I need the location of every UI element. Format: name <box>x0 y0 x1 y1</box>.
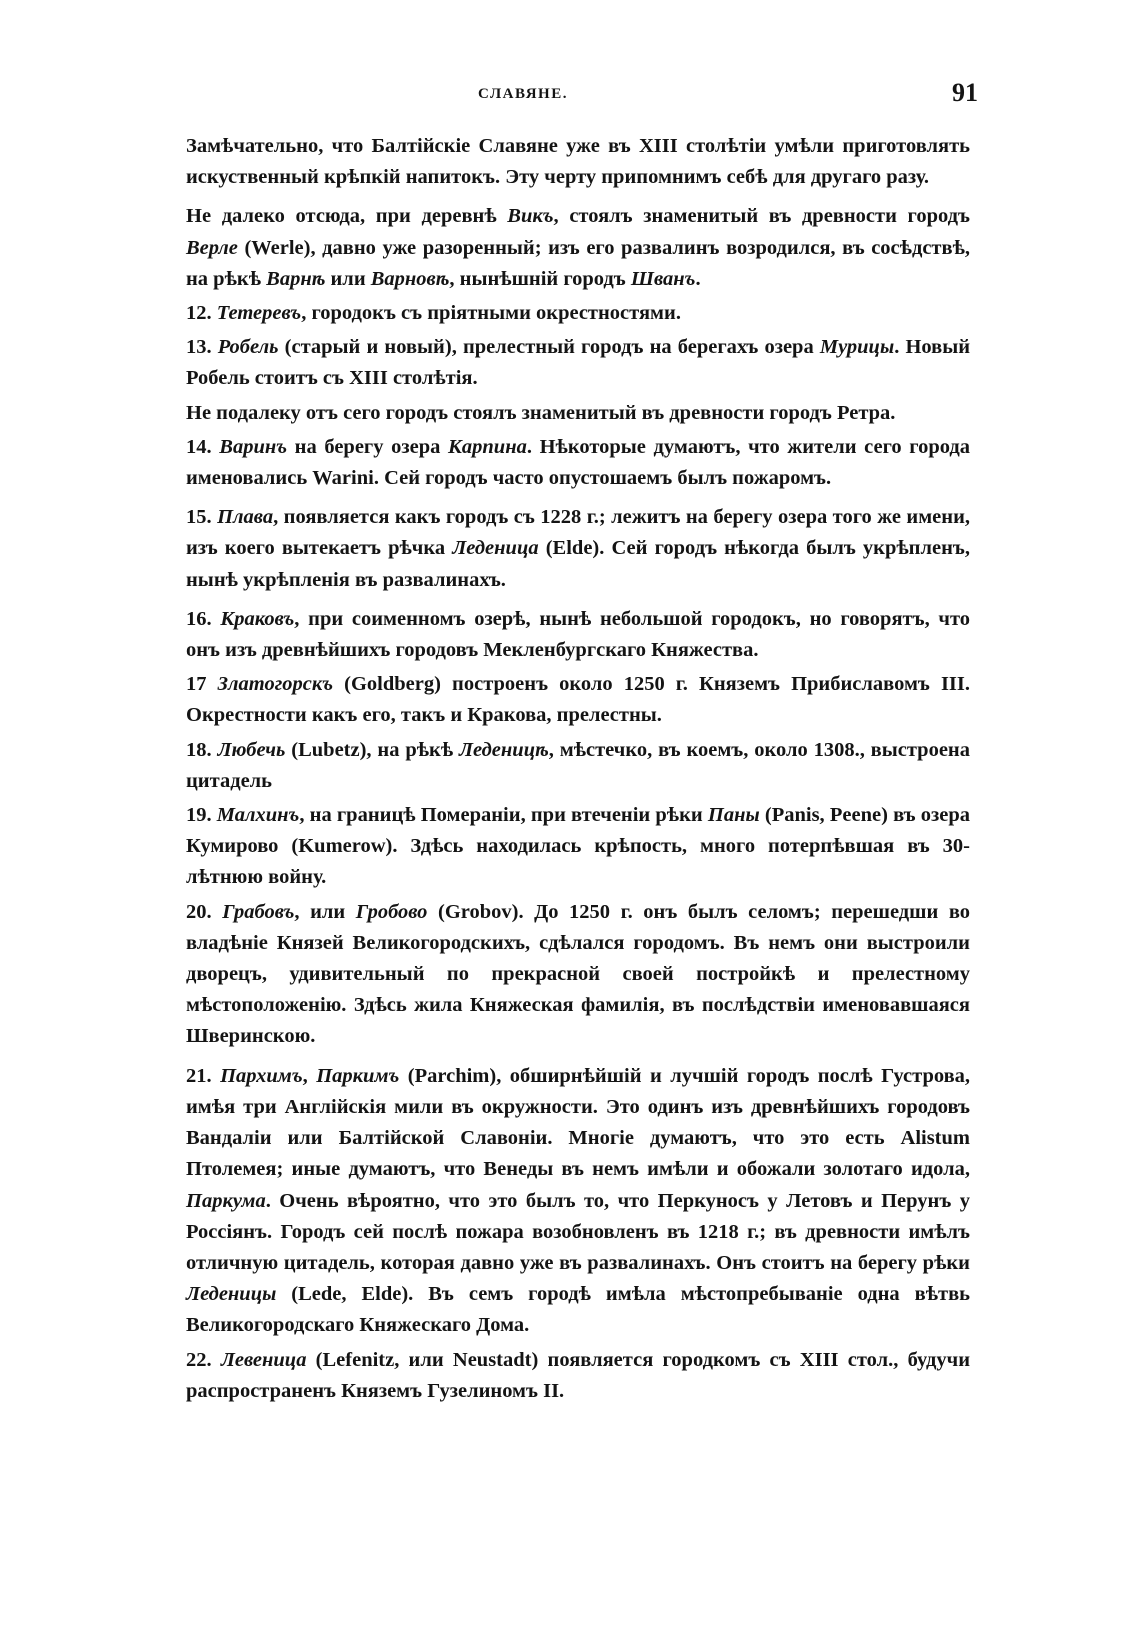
place-name: Гробово <box>355 900 428 923</box>
paragraph: 16. Краковъ, при соименномъ озерѣ, нынѣ небольшой городокъ, но говорятъ, что онъ изъ древнѣйшихъ городовъ Мекленбургскаго Княжества. <box>186 607 971 662</box>
place-name: Краковъ <box>220 607 295 630</box>
paragraph: 17 Златогорскъ (Goldberg) построенъ около 1250 г. Княземъ Прибиславомъ III. Окрестности какъ его, такъ и Кракова, прелестны. <box>186 673 971 727</box>
paragraph: Замѣчательно, что Балтійскіе Славяне уже въ XIII столѣтіи умѣли приготовлять искуственный крѣпкій напитокъ. Эту черту припомнимъ себѣ для другаго разу. <box>186 135 970 189</box>
place-name: Робель <box>217 336 279 359</box>
place-name: Викъ <box>507 205 554 228</box>
paragraph: 20. Грабовъ, или Гробово (Grobov). До 1250 г. онъ былъ селомъ; перешедши во владѣніе Князей Великогородскихъ, сдѣлался городомъ. Въ немъ они выстроили дворецъ, удивительный по прекрасной своей постройкѣ и прелестному мѣстоположенію. Здѣсь жила Княжеская фамилія, въ послѣдствіи именовавшаяся Шверинскою. <box>186 900 970 1048</box>
paragraph: Не далеко отсюда, при деревнѣ Викъ, стоялъ знаменитый въ древности городъ Верле (Werle), давно уже разоренный; изъ его развалинъ возродился, въ сосѣдствѣ, на рѣкѣ Варнѣ или Варновѣ, нынѣшній городъ Шванъ. <box>186 205 970 290</box>
paragraph: 22. Левеница (Lefenitz, или Neustadt) появляется городкомъ съ XIII стол., будучи распространенъ Княземъ Гузелиномъ II. <box>186 1348 971 1402</box>
paragraph: 12. Тетеревъ, городокъ съ пріятными окрестностями. <box>186 302 681 325</box>
paragraph: 15. Плава, появляется какъ городъ съ 1228 г.; лежитъ на берегу озера того же имени, изъ коего вытекаетъ рѣчка Леденица (Elde). Сей городъ нѣкогда былъ укрѣпленъ, нынѣ укрѣпленія въ развалинахъ. <box>186 506 971 591</box>
place-name: Пархимъ <box>220 1064 303 1087</box>
paragraph: 18. Любечь (Lubetz), на рѣкѣ Леденицѣ, мѣстечко, въ коемъ, около 1308., выстроена цитадель <box>186 738 970 792</box>
place-name: Малхинъ <box>216 804 300 827</box>
place-name: Грабовъ <box>222 900 295 923</box>
place-name: Шванъ <box>630 267 696 290</box>
place-name: Плава <box>217 506 274 529</box>
place-name: Варинъ <box>219 435 288 458</box>
paragraph: 13. Робель (старый и новый), прелестный городъ на берегахъ озера Мурицы. Новый Робель стоитъ съ XIII столѣтія. <box>186 336 971 390</box>
paragraph: 19. Малхинъ, на границѣ Помераніи, при втеченіи рѣки Паны (Panis, Peene) въ озера Кумирово (Kumerow). Здѣсь находилась крѣпость, много потерпѣвшая въ 30-лѣтнюю войну. <box>186 804 970 889</box>
place-name: Варнѣ <box>266 267 326 290</box>
place-name: Любечь <box>217 738 286 761</box>
place-name: Паны <box>707 804 760 827</box>
running-head <box>0 78 1140 114</box>
body-text <box>186 131 970 1408</box>
place-name: Леденица <box>452 537 539 560</box>
place-name: Варновѣ <box>370 267 450 290</box>
page-number: 91 <box>952 78 978 107</box>
place-name: Верле <box>186 236 238 259</box>
place-name: Тетеревъ <box>216 302 302 325</box>
place-name: Златогорскъ <box>217 673 334 696</box>
place-name: Левеница <box>220 1348 307 1371</box>
place-name: Леденицѣ <box>458 738 549 761</box>
paragraph: 14. Варинъ на берегу озера Карпина. Нѣкоторые думаютъ, что жители сего города именовались Warini. Сей городъ часто опустошаемъ былъ пожаромъ. <box>186 435 971 490</box>
place-name: Карпина <box>447 435 527 458</box>
idol-name: Паркума <box>186 1189 266 1212</box>
running-title: СЛАВЯНЕ. <box>478 86 568 102</box>
place-name: Леденицы <box>186 1283 277 1306</box>
place-name: Мурицы <box>819 336 895 359</box>
paragraph: 21. Пархимъ, Паркимъ (Parchim), обширнѣйшій и лучшій городъ послѣ Густрова, имѣя три Англійскія мили въ окружности. Это одинъ изъ древнѣйшихъ городовъ Вандаліи или Балтійской Славоніи. Многіе думаютъ, что это есть Alistum Птолемея; иные думаютъ, что Венеды въ немъ имѣли и обожали золотаго идола, Паркума. Очень вѣроятно, что это былъ то, что Перкуносъ у Летовъ и Перунъ у Россіянъ. Городъ сей послѣ пожара возобновленъ въ 1218 г.; въ древности имѣлъ отличную цитадель, которая давно уже въ развалинахъ. Онъ стоитъ на берегу рѣки Леденицы (Lede, Elde). Въ семъ городѣ имѣла мѣстопребываніе одна вѣтвь Великогородскаго Княжескаго Дома. <box>186 1064 971 1337</box>
place-name: Паркимъ <box>316 1064 400 1087</box>
paragraph: Не подалеку отъ сего городъ стоялъ знаменитый въ древности городъ Ретра. <box>186 401 896 424</box>
